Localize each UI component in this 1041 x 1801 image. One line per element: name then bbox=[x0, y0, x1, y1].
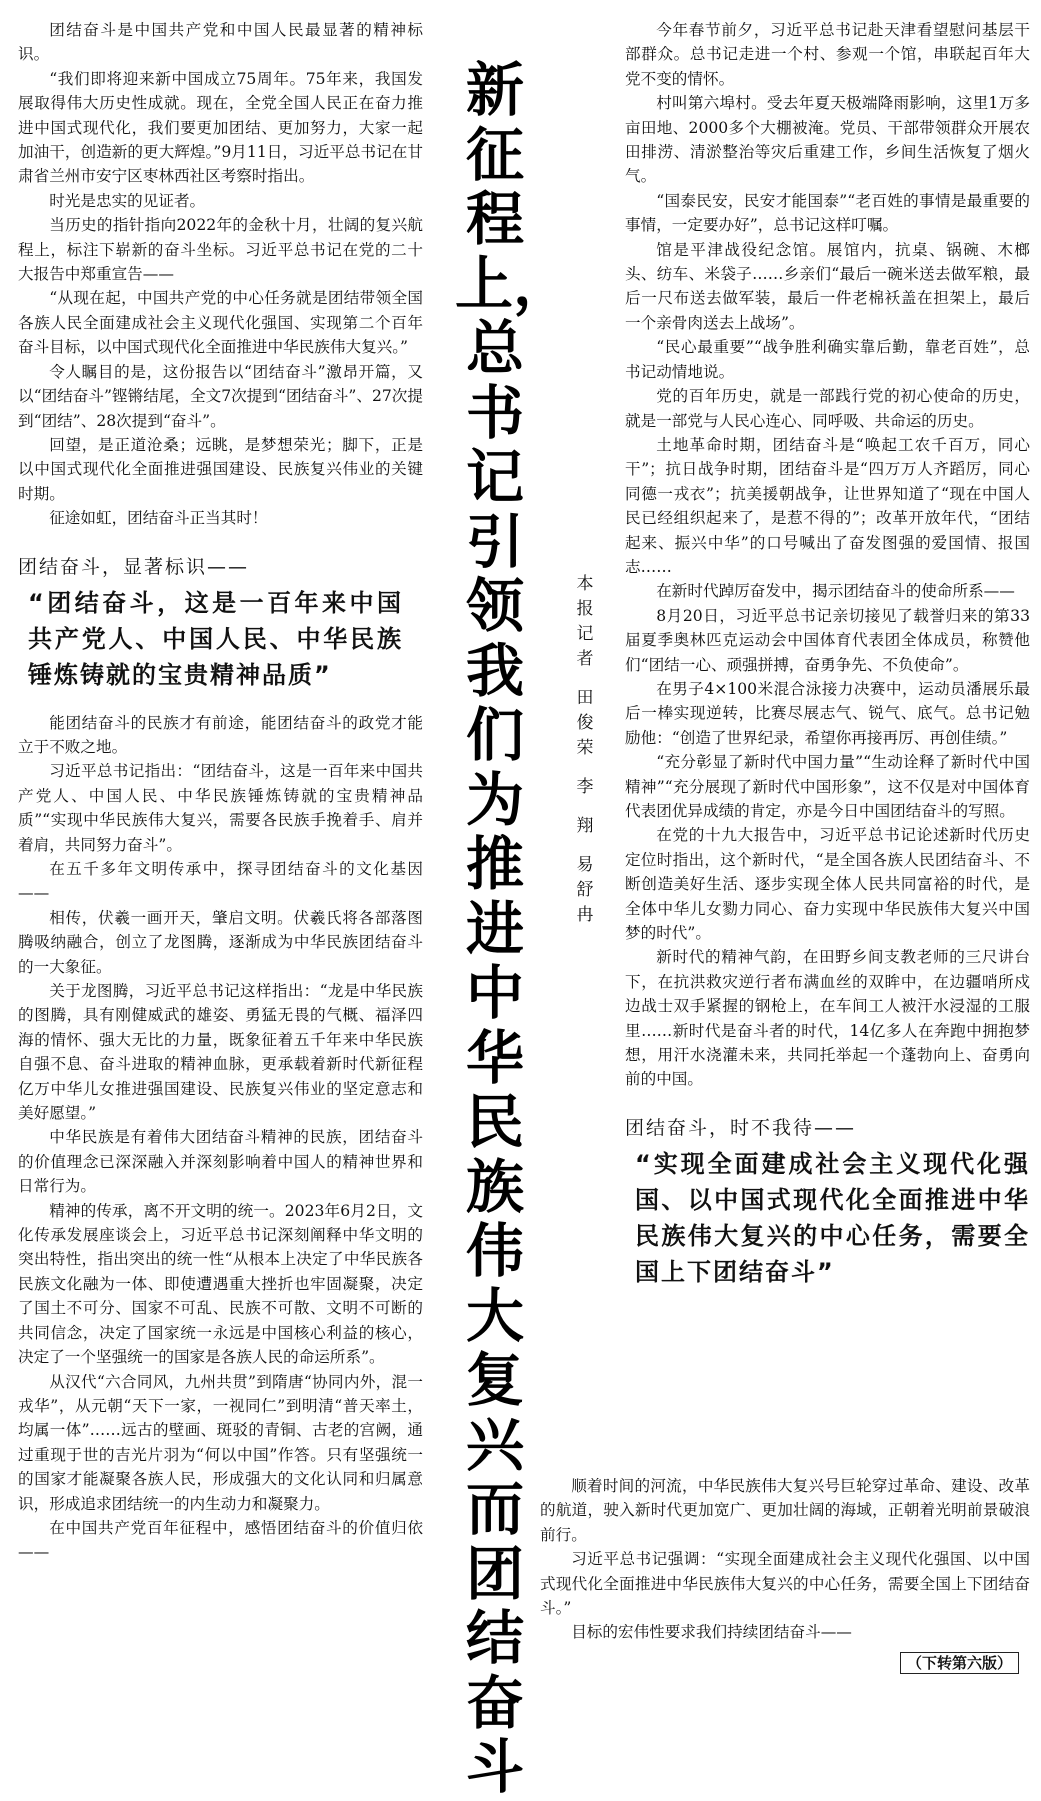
headline bbox=[455, 56, 572, 1801]
paragraph: “我们即将迎来新中国成立75周年。75年来，我国发展取得伟大历史性成就。现在，全党全国人民正在奋力推进中国式现代化，我们要更加团结、更加努力，大家一起加油干，创造新的更大辉煌。”9月11日，习近平总书记在甘肃省兰州市安宁区枣林西社区考察时指出。 bbox=[18, 69, 423, 186]
paragraph: “从现在起，中国共产党的中心任务就是团结带领全国各族人民全面建成社会主义现代化强国、实现第二个百年奋斗目标，以中国式现代化全面推进中华民族伟大复兴。” bbox=[18, 289, 423, 357]
headline-char: 领 bbox=[465, 572, 524, 640]
paragraph: 征途如虹，团结奋斗正当其时！ bbox=[49, 509, 268, 528]
byline-gap bbox=[570, 800, 600, 814]
byline-char: 报 bbox=[576, 599, 594, 619]
byline-char: 记 bbox=[576, 624, 594, 644]
paragraph: 能团结奋斗的民族才有前途，能团结奋斗的政党才能立于不败之地。 bbox=[18, 713, 423, 756]
paragraph: 精神的传承，离不开文明的统一。2023年6月2日，文化传承发展座谈会上，习近平总书记深刻阐释中华文明的突出特性，指出突出的统一性“从根本上决定了中华民族各民族文化融为一体、即使遭遇重大挫折也牢固凝聚，决定了国土不可分、国家不可乱、民族不可散、文明不可断的共同信念，决定了国家统一永远是中国核心利益的核心，决定了一个坚强统一的国家是各族人民的命运所系”。 bbox=[18, 1201, 423, 1367]
headline-char: 为 bbox=[465, 765, 524, 834]
byline-gap bbox=[570, 839, 600, 853]
headline-char: 复 bbox=[465, 1346, 524, 1414]
headline-char: 程 bbox=[465, 185, 524, 253]
paragraph: 令人瞩目的是，这份报告以“团结奋斗”激昂开篇，又以“团结奋斗”铿锵结尾，全文7次提到“团结奋斗”、27次提到“团结”、28次提到“奋斗”。 bbox=[18, 362, 423, 430]
headline-char: 华 bbox=[465, 1023, 524, 1092]
section-heading-2 bbox=[625, 1114, 1030, 1290]
headline-char: 推 bbox=[465, 830, 524, 898]
paragraph: 目标的宏伟性要求我们持续团结奋斗—— bbox=[571, 1623, 852, 1642]
paragraph: 回望，是正道沧桑；远眺，是梦想荣光；脚下，正是以中国式现代化全面推进强国建设、民族复兴伟业的关键时期。 bbox=[18, 435, 423, 503]
paragraph: 关于龙图腾，习近平总书记这样指出：“龙是中华民族的图腾，具有刚健威武的雄姿、勇猛无畏的气概、福泽四海的情怀、强大无比的力量，既象征着五千年来中华民族自强不息、奋斗进取的精神血脉，更承载着新时代新征程亿万中华儿女推进强国建设、民族复兴伟业的坚定意志和美好愿望。” bbox=[18, 982, 423, 1123]
byline-char: 荣 bbox=[576, 738, 594, 758]
paragraph: 在中国共产党百年征程中，感悟团结奋斗的价值归依—— bbox=[18, 1518, 423, 1562]
paragraph: 今年春节前夕，习近平总书记赴天津看望慰问基层干部群众。总书记走进一个村、参观一个馆，串联起百年大党不变的情怀。 bbox=[625, 21, 1030, 88]
byline-char: 易 bbox=[576, 855, 594, 875]
byline-char: 俊 bbox=[576, 713, 594, 733]
byline-char: 冉 bbox=[576, 905, 594, 925]
paragraph: 在男子4×100米混合泳接力决赛中，运动员潘展乐最后一棒实现逆转，比赛尽展志气、锐气、底气。总书记勉励他：“创造了世界纪录，希望你再接再厉、再创佳绩。” bbox=[625, 679, 1030, 747]
section-kicker: 团结奋斗，显著标识—— bbox=[18, 555, 250, 578]
headline-char: 引 bbox=[465, 507, 524, 576]
headline-char: 上， bbox=[455, 249, 572, 318]
headline-char: 书 bbox=[465, 378, 524, 447]
byline-char: 舒 bbox=[576, 880, 594, 900]
section-kicker: 团结奋斗，时不我待—— bbox=[625, 1116, 857, 1139]
right-column bbox=[625, 18, 1030, 1308]
headline-char: 族 bbox=[465, 1152, 524, 1221]
byline-char: 者 bbox=[576, 649, 594, 669]
section-heading-1 bbox=[18, 553, 423, 693]
paragraph: 相传，伏羲一画开天，肇启文明。伏羲氏将各部落图腾吸纳融合，创立了龙图腾，逐渐成为中华民族团结奋斗的一大象征。 bbox=[18, 908, 423, 976]
headline-char: 结 bbox=[465, 1604, 524, 1672]
paragraph: 在五千多年文明传承中，探寻团结奋斗的文化基因—— bbox=[18, 859, 423, 903]
section-quote: “实现全面建成社会主义现代化强国、以中国式现代化全面推进中华民族伟大复兴的中心任务，需要全国上下团结奋斗” bbox=[635, 1149, 1030, 1286]
paragraph: 习近平总书记指出：“团结奋斗，这是一百年来中国共产党人、中国人民、中华民族锤炼铸就的宝贵精神品质”“实现中华民族伟大复兴，需要各民族手挽着手、肩并着肩，共同努力奋斗”。 bbox=[18, 762, 423, 854]
paragraph: 馆是平津战役纪念馆。展馆内，抗桌、锅碗、木榔头、纺车、米袋子……乡亲们“最后一碗米送去做军粮，最后一尺布送去做军装，最后一件老棉袄盖在担架上，最后一个亲骨肉送去上战场”。 bbox=[625, 240, 1030, 332]
continued-notice: （下转第六版） bbox=[900, 1652, 1019, 1674]
paragraph: “充分彰显了新时代中国力量”“生动诠释了新时代中国精神”“充分展现了新时代中国形象”，这不仅是对中国体育代表团优异成绩的肯定，亦是今日中国团结奋斗的写照。 bbox=[625, 753, 1030, 820]
bottom-text bbox=[540, 1474, 1030, 1645]
headline-char: 斗 bbox=[465, 1733, 524, 1801]
headline-char: 大 bbox=[465, 1281, 524, 1350]
headline-char: 新 bbox=[465, 56, 524, 124]
paragraph: “国泰民安，民安才能国泰”“老百姓的事情是最重要的事情，一定要办好”，总书记这样叮嘱。 bbox=[625, 191, 1030, 235]
paragraph: 习近平总书记强调：“实现全面建成社会主义现代化强国、以中国式现代化全面推进中华民族伟大复兴的中心任务，需要全国上下团结奋斗。” bbox=[540, 1550, 1030, 1618]
byline bbox=[570, 572, 600, 928]
right-text bbox=[625, 18, 1030, 1092]
headline-char: 我 bbox=[465, 636, 524, 705]
headline-char: 中 bbox=[465, 959, 524, 1027]
paragraph: 8月20日，习近平总书记亲切接见了载誉归来的第33届夏季奥林匹克运动会中国体育代表团全体成员，称赞他们“团结一心、顽强拼搏，奋勇争先、不负使命”。 bbox=[625, 606, 1030, 674]
left-column bbox=[18, 18, 423, 1565]
paragraph: “民心最重要”“战争胜利确实靠后勤，靠老百姓”，总书记动情地说。 bbox=[625, 338, 1030, 381]
byline-gap bbox=[570, 672, 600, 686]
headline-char: 民 bbox=[465, 1088, 524, 1156]
headline-char: 总 bbox=[465, 314, 524, 382]
paragraph: 党的百年历史，就是一部践行党的初心使命的历史，就是一部党与人民心连心、同呼吸、共命运的历史。 bbox=[625, 387, 1030, 430]
section-quote: “团结奋斗，这是一百年来中国共产党人、中国人民、中华民族锤炼铸就的宝贵精神品质” bbox=[28, 588, 403, 689]
headline-char: 而 bbox=[465, 1475, 524, 1543]
paragraph: 从汉代“六合同风，九州共贯”到隋唐“协同内外，混一戎华”，从元朝“天下一家，一视同仁”到明清“普天率土，均属一体”……远古的壁画、斑驳的青铜、古老的宫阙，通过重现于世的吉光片羽为“何以中国”作答。只有坚强统一的国家才能凝聚各族人民，形成强大的文化认同和归属意识，形成追求团结统一的内生动力和凝聚力。 bbox=[18, 1372, 423, 1513]
paragraph: 当历史的指针指向2022年的金秋十月，壮阔的复兴航程上，标注下崭新的奋斗坐标。习近平总书记在党的二十大报告中郑重宣告—— bbox=[18, 216, 423, 284]
paragraph: 在新时代踔厉奋发中，揭示团结奋斗的使命所系—— bbox=[656, 582, 1015, 601]
byline-char: 翔 bbox=[576, 816, 594, 836]
paragraph: 顺着时间的河流，中华民族伟大复兴号巨轮穿过革命、建设、改革的航道，驶入新时代更加宽广、更加壮阔的海域，正朝着光明前景破浪前行。 bbox=[540, 1477, 1030, 1544]
paragraph: 土地革命时期，团结奋斗是“唤起工农千百万，同心干”；抗日战争时期，团结奋斗是“四万万人齐蹈厉，同心同德一戎衣”；抗美援朝战争，让世界知道了“现在中国人民已经组织起来了，是惹不得的”；改革开放年代，“团结起来、振兴中华”的口号喊出了奋发图强的爱国情、报国志…… bbox=[625, 435, 1030, 576]
headline-char: 奋 bbox=[465, 1668, 524, 1737]
paragraph: 在党的十九大报告中，习近平总书记论述新时代历史定位时指出，这个新时代，“是全国各族人民团结奋斗、不断创造美好生活、逐步实现全体人民共同富裕的时代，是全体中华儿女勠力同心、奋力实现中华民族伟大复兴中国梦的时代”。 bbox=[625, 826, 1030, 943]
byline-char: 田 bbox=[576, 688, 594, 708]
headline-char: 进 bbox=[465, 894, 524, 963]
headline-char: 征 bbox=[465, 120, 524, 189]
headline-char: 团 bbox=[465, 1539, 524, 1608]
byline-gap bbox=[570, 761, 600, 775]
headline-char: 们 bbox=[465, 701, 524, 769]
headline-char: 兴 bbox=[465, 1410, 524, 1479]
paragraph: 新时代的精神气韵，在田野乡间支教老师的三尺讲台下，在抗洪救灾逆行者布满血丝的双眸中，在边疆哨所戍边战士双手紧握的钢枪上，在车间工人被汗水浸湿的工服里……新时代是奋斗者的时代，14亿多人在奔跑中拥抱梦想，用汗水浇灌未来，共同托举起一个蓬勃向上、奋勇向前的中国。 bbox=[625, 948, 1030, 1089]
intro-text bbox=[18, 18, 423, 531]
byline-char: 李 bbox=[576, 777, 594, 797]
headline-char: 记 bbox=[465, 443, 524, 511]
headline-char: 伟 bbox=[465, 1217, 524, 1285]
byline-char: 本 bbox=[576, 574, 594, 594]
body-text bbox=[18, 711, 423, 1565]
paragraph: 时光是忠实的见证者。 bbox=[49, 191, 206, 210]
paragraph: 团结奋斗是中国共产党和中国人民最显著的精神标识。 bbox=[18, 21, 423, 64]
paragraph: 中华民族是有着伟大团结奋斗精神的民族，团结奋斗的价值理念已深深融入并深刻影响着中国人的精神世界和日常行为。 bbox=[18, 1128, 423, 1196]
paragraph: 村叫第六埠村。受去年夏天极端降雨影响，这里1万多亩田地、2000多个大棚被淹。党员、干部带领群众开展农田排涝、清淤整治等灾后重建工作，乡间生活恢复了烟火气。 bbox=[625, 94, 1030, 186]
